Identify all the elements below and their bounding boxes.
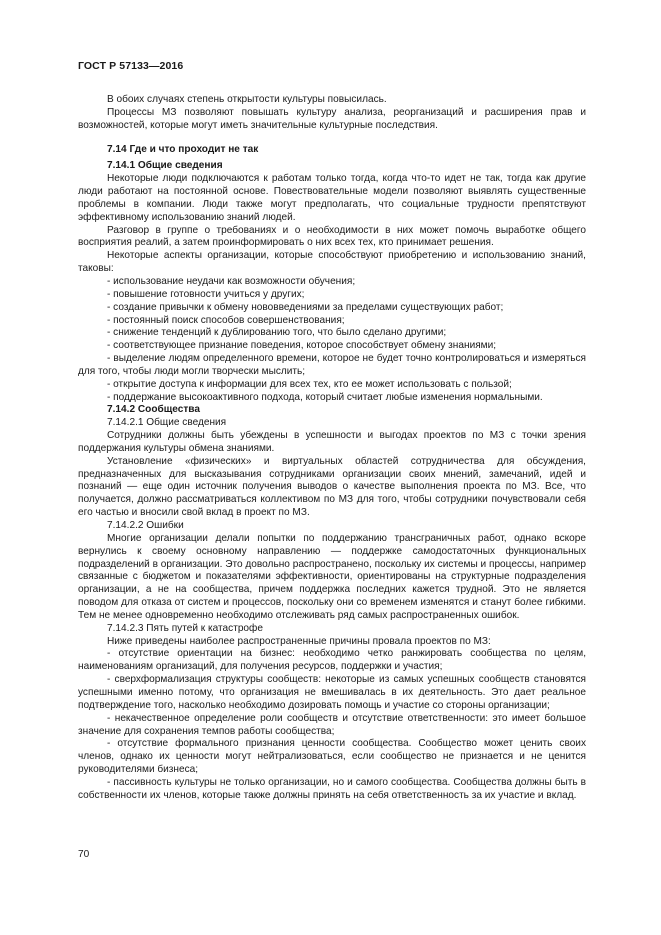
list-item: - снижение тенденций к дублированию того, что было сделано другими;	[107, 327, 447, 339]
paragraph: Установление «физических» и виртуальных областей сотрудничества для обсуждения, предназначенных для высказывания сотрудниками организации своих мнений, замечаний, идей и познаний — еще один источник получения выводов о качестве выполнения проекта по МЗ. Все, что получается, должно рассматриваться коллективом по МЗ для того, чтобы сотрудники почувствовали себя его частью и вносили свой вклад в проект по МЗ.	[78, 455, 586, 519]
list-item: - открытие доступа к информации для всех тех, кто ее может использовать с пользой;	[107, 378, 512, 390]
list-item: - пассивность культуры не только организации, но и самого сообщества. Сообщества должны быть в собственности их членов, которые также должны принять на себя ответственность за их участие и вклад.	[78, 776, 586, 801]
paragraph: Многие организации делали попытки по поддержанию трансграничных работ, однако вскоре вернулись к своему основному направлению — поддержке самодостаточных функциональных подразделений в организации. Это довольно распространено, поскольку их системы и процессы, например связанные с бюджетом и показателями эффективности, ориентированы на структурные подразделения организации, а не на сообщества, причем поддержка последних кажется трудной. Это не является поводом для отказа от систем и процессов, поскольку они со временем изменятся и станут более гибкими. Тем не менее одновременно необходимо отслеживать ряд самых распространенных ошибок.	[78, 532, 586, 621]
subsection-heading: 7.14.2 Сообщества	[107, 404, 200, 416]
page-number: 70	[78, 849, 90, 860]
section-heading: 7.14 Где и что проходит не так	[107, 143, 259, 155]
list-item: - выделение людям определенного времени, которое не будет точно контролироваться и измеряться для того, чтобы люди могли творчески мыслить;	[78, 353, 586, 377]
clause-heading: 7.14.2.3 Пять путей к катастрофе	[107, 622, 263, 634]
document-header: ГОСТ Р 57133—2016	[78, 60, 184, 72]
paragraph: Сотрудники должны быть убеждены в успешности и выгодах проектов по МЗ с точки зрения поддержания культуры обмена знаниями.	[78, 430, 586, 454]
list-item: - поддержание высокоактивного подхода, который считает любые изменения нормальными.	[107, 391, 543, 403]
spacer	[78, 133, 586, 139]
page-body	[78, 94, 586, 803]
clause-heading: 7.14.2.1 Общие сведения	[107, 417, 227, 429]
list-item: - создание привычки к обмену нововведениями за пределами существующих работ;	[107, 301, 504, 313]
subsection-heading: 7.14.1 Общие сведения	[107, 160, 223, 172]
list-item: - использование неудачи как возможности обучения;	[107, 275, 356, 287]
paragraph: В обоих случаях степень открытости культуры повысилась.	[107, 94, 387, 105]
list-item: - повышение готовности учиться у других;	[107, 288, 305, 300]
paragraph: Разговор в группе о требованиях и о необходимости в них может помочь выработке общего восприятия реалий, а затем проинформировать о них всех тех, кто принимает решения.	[78, 224, 586, 249]
list-item: - некачественное определение роли сообществ и отсутствие ответственности: это имеет большое значение для сохранения темпов работы сообщества;	[78, 712, 586, 737]
clause-heading: 7.14.2.2 Ошибки	[107, 520, 184, 531]
list-item: - постоянный поиск способов совершенствования;	[107, 314, 345, 326]
list-item: - отсутствие ориентации на бизнес: необходимо четко ранжировать сообщества по целям, наименованиям организаций, для получения ресурсов, поддержки и участия;	[78, 648, 586, 673]
paragraph: Ниже приведены наиболее распространенные причины провала проектов по МЗ:	[107, 635, 491, 647]
list-item: - сверхформализация структуры сообществ: некоторые из самых успешных сообществ становятся успешными именно потому, что организация не вмешивалась в их деятельность. Это дает реальное подтверждение того, насколько необходимо дозировать помощь и участие со стороны организации;	[78, 674, 586, 711]
paragraph: Некоторые аспекты организации, которые способствуют приобретению и использованию знаний, таковы:	[78, 250, 586, 275]
list-item: - отсутствие формального признания ценности сообщества. Сообщество может ценить своих членов, однако их ценности могут нейтрализоваться, если сообщество не признается и не ценится руководителями бизнеса;	[78, 738, 586, 776]
paragraph: Процессы МЗ позволяют повышать культуру анализа, реорганизаций и расширения прав и возможностей, которые могут иметь значительные культурные последствия.	[78, 106, 586, 131]
paragraph: Некоторые люди подключаются к работам только тогда, когда что-то идет не так, тогда как другие люди работают на постоянной основе. Повествовательные модели позволяют выявлять существенные проблемы в компании. Люди также могут предполагать, что социальные трудности препятствуют эффективному использованию знаний людей.	[78, 173, 586, 223]
list-item: - соответствующее признание поведения, которое способствует обмену знаниями;	[107, 340, 497, 352]
